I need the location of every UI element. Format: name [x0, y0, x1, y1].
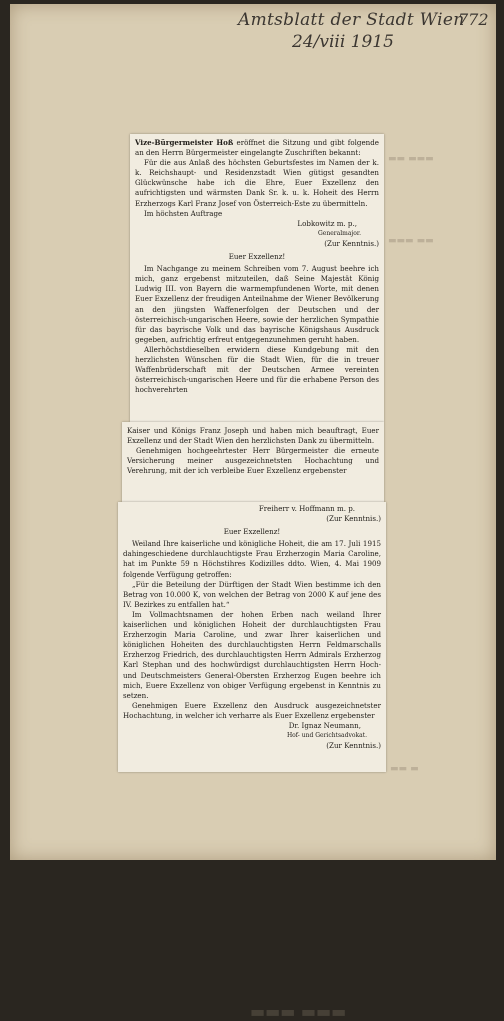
paragraph: „Für die Beteilung der Dürftigen der Stadt Wien bestimme ich den Betrag von 10.000 K, von welchen der Betrag von 2000 K auf jene des IV. Bezirkes zu entfallen hat.“	[123, 579, 381, 609]
show-through-text: ▬▬ ▬	[390, 764, 419, 774]
paragraph: Weiland Ihre kaiserliche und königliche Hoheit, die am 17. Juli 1915 dahingeschiedene durchlauchtigste Frau Erzherzogin Maria Caroline, hat im Punkte 59 n Höchstihres Kodizilles ddto. Wien, 4. Mai 1909 folgende Verfügung getroffen:	[123, 539, 381, 579]
newspaper-clipping-1	[130, 134, 384, 422]
speaker-name: Vize-Bürgermeister Hoß	[135, 138, 234, 147]
filing-note: (Zur Kenntnis.)	[326, 741, 381, 751]
show-through-text: ▬▬ ▬▬▬	[388, 154, 434, 164]
paragraph: Kaiser und Königs Franz Joseph und haben mich beauftragt, Euer Exzellenz und der Stadt Wien den herzlichsten Dank zu übermitteln.	[127, 426, 379, 446]
filing-note: (Zur Kenntnis.)	[326, 514, 381, 524]
salutation: Euer Exzellenz!	[228, 252, 286, 262]
handwritten-title: Amtsblatt der Stadt Wien	[238, 10, 465, 30]
paragraph: Im Vollmachtsnamen der hohen Erben nach weiland Ihrer kaiserlichen und königlichen Hoheit der durchlauchtigsten Frau Erzherzogin Maria Caroline, und zwar Ihrer kaiserlichen und königlichen Hoheiten des durchlauchtigsten Herrn Feldmarschalls Erzherzog Friedrich, des durchlauchtigsten Herrn Admirals Erzherzog Karl Stephan und des hochwürdigst durchlauchtigsten Herrn Hoch- und Deutschmeisters General-Obersten Erzherzog Eugen beehre ich mich, Euere Exzellenz von obiger Verfügung ergebenst in Kenntnis zu setzen.	[123, 609, 381, 700]
paragraph: Genehmigen hochgeehrtester Herr Bürgermeister die erneute Versicherung meiner ausgezeichnetsten Hochachtung und Verehrung, mit der ich verbleibe Euer Exzellenz ergebenster	[127, 446, 379, 476]
paragraph: Im höchsten Auftrage	[144, 208, 223, 218]
signature-title: Generalmajor.	[318, 229, 361, 237]
newspaper-clipping-2	[122, 422, 384, 502]
newspaper-clipping-3	[118, 502, 386, 1021]
show-through-text: ▬▬▬ ▬▬	[388, 236, 434, 246]
handwritten-date: 24/viii 1915	[292, 32, 394, 52]
show-through-text: ▬▬▬ ▬▬▬	[250, 1002, 347, 1021]
salutation: Euer Exzellenz!	[223, 527, 281, 537]
signature-title: Hof- und Gerichtsadvokat.	[286, 732, 367, 740]
paragraph: Allerhöchstdieselben erwidern diese Kundgebung mit den herzlichsten Wünschen für die Stadt Wien, für die in treuer Waffenbrüderschaft mit der Deutschen Armee vereinten österreichisch-ungarischen Heere und für die erhabene Person des hochverehrten	[135, 344, 379, 395]
handwritten-number: 772	[458, 10, 489, 29]
paragraph: Im Nachgange zu meinem Schreiben vom 7. August beehre ich mich, ganz ergebenst mitzuteilen, daß Seine Majestät König Ludwig III. von Bayern die warmempfundenen Worte, mit denen Euer Exzellenz der freudigen Anteilnahme der Wiener Bevölkerung an den jüngsten Waffenerfolgen der Deutschen und der österreichisch-ungarischen Heere, sowie der herzlichen Sympathie für das bayrische Volk und das bayrische Königshaus Ausdruck gegeben, aufrichtig erfreut entgegenzunehmen geruht haben.	[135, 264, 379, 344]
filing-note: (Zur Kenntnis.)	[324, 238, 379, 248]
paragraph: Für die aus Anlaß des höchsten Geburtsfestes im Namen der k. k. Reichshaupt- und Residenzstadt Wien gütigst gesandten Glückwünsche habe ich die Ehre, Euer Exzellenz den aufrichtigsten und wärmsten Dank Sr. k. u. k. Hoheit des Herrn Erzherzogs Karl Franz Josef von Österreich-Este zu übermitteln.	[135, 158, 379, 208]
signature-name: Freiherr v. Hoffmann m. p.	[258, 504, 355, 513]
archive-sheet	[10, 4, 496, 1021]
paragraph: Vize-Bürgermeister Hoß eröffnet die Sitzung und gibt folgende an den Herrn Bürgermeister eingelangte Zuschriften bekannt:	[135, 138, 379, 158]
signature-name: Dr. Ignaz Neumann,	[288, 720, 361, 730]
signature-name: Lobkowitz m. p.,	[297, 218, 357, 228]
paragraph: Genehmigen Euere Exzellenz den Ausdruck ausgezeichnetster Hochachtung, in welcher ich verharre als Euer Exzellenz ergebenster	[123, 700, 381, 720]
